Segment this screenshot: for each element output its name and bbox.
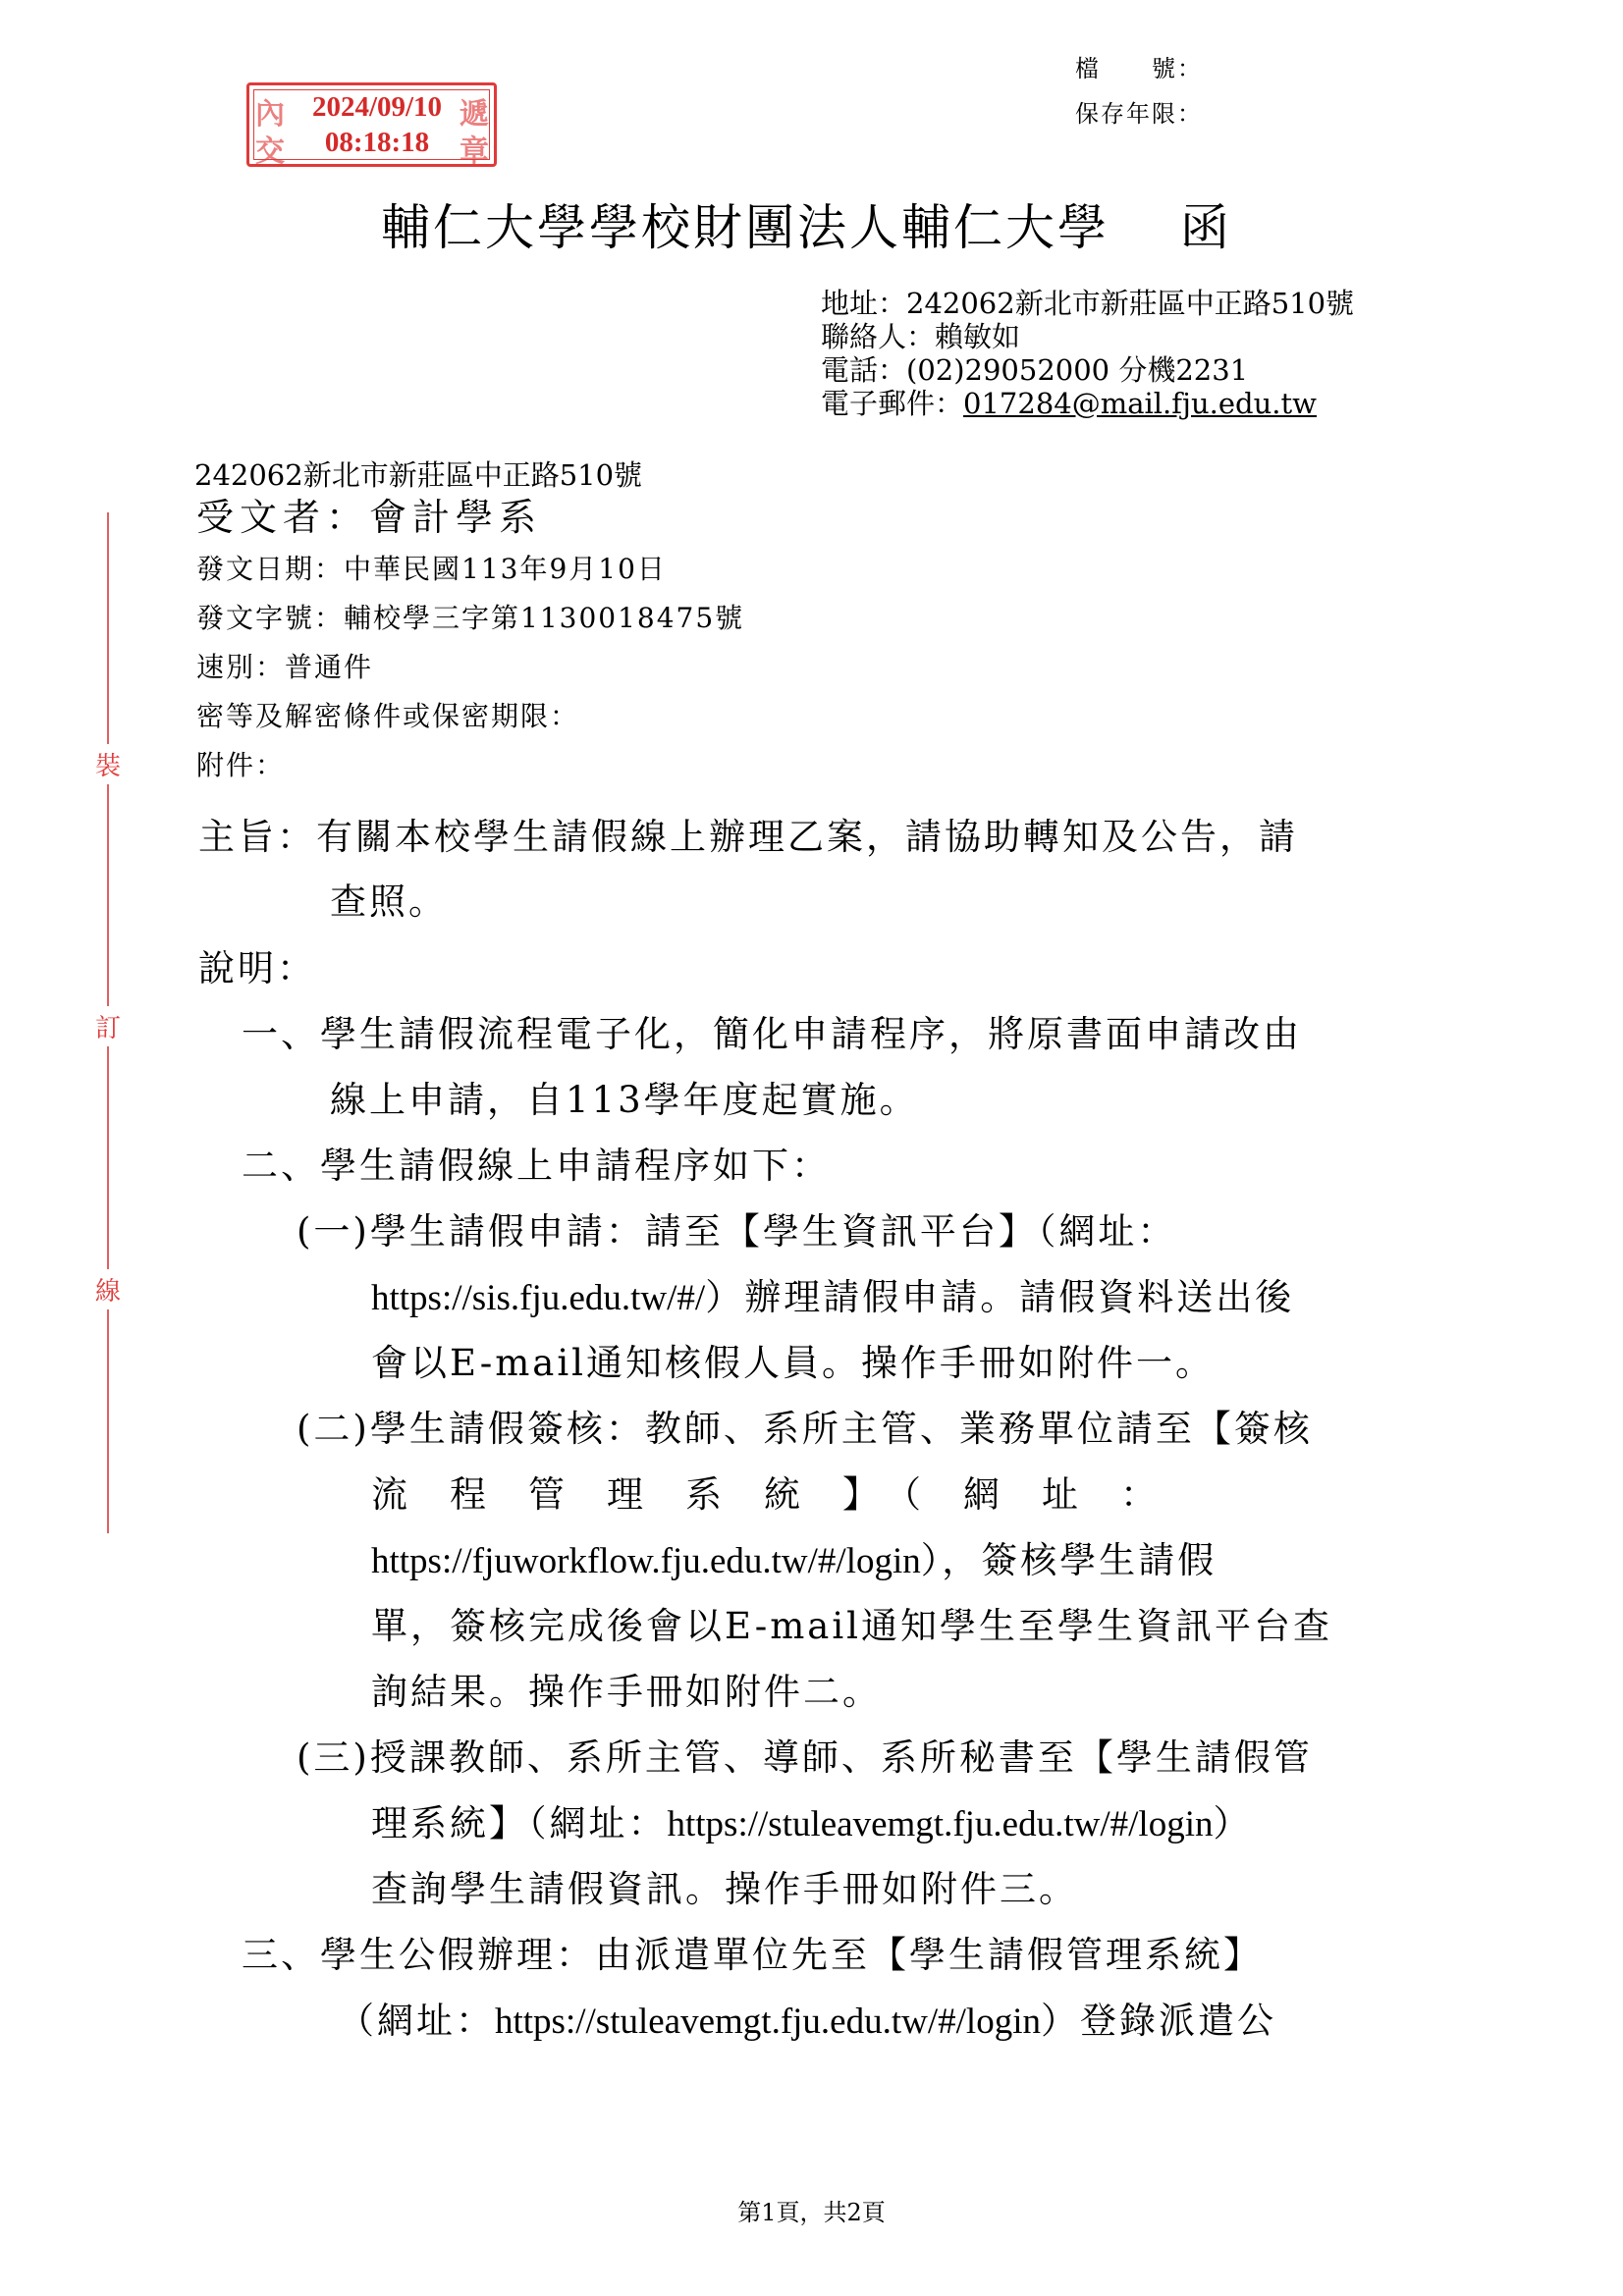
subitem-2-line-4: 單，簽核完成後會以E-mail通知學生至學生資訊平台查 xyxy=(371,1605,1333,1647)
item-3-line-1: 三、學生公假辦理：由派遣單位先至【學生請假管理系統】 xyxy=(242,1934,1263,1976)
issue-number: 發文字號：輔校學三字第1130018475號 xyxy=(196,602,745,634)
receipt-stamp xyxy=(246,82,497,167)
subitem-3-line-2-pre: 理系統】（網址： xyxy=(371,1802,668,1844)
subitem-2-line-5: 詢結果。操作手冊如附件二。 xyxy=(371,1671,882,1713)
subitem-1-line-2-rest: ）辦理請假申請。請假資料送出後 xyxy=(705,1276,1295,1318)
item-1-line-1: 一、學生請假流程電子化，簡化申請程序，將原書面申請改由 xyxy=(242,1013,1302,1055)
item-3-line-2-post: ）登錄派遣公 xyxy=(1040,2000,1276,2042)
subject-line-1: 主旨：有關本校學生請假線上辦理乙案，請協助轉知及公告，請 xyxy=(198,816,1298,858)
sender-email-line xyxy=(821,387,1354,420)
subitem-2-line-3-rest: ），簽核學生請假 xyxy=(920,1539,1217,1581)
binding-char-3: 線 xyxy=(95,1269,121,1309)
delivery-speed: 速別：普通件 xyxy=(196,651,374,683)
stamp-date: 2024/09/10 xyxy=(311,91,443,123)
subitem-1-line-3: 會以E-mail通知核假人員。操作手冊如附件一。 xyxy=(371,1342,1216,1384)
subitem-1-line-1: (一)學生請假申請：請至【學生資訊平台】（網址： xyxy=(297,1210,1177,1253)
recipient-address: 242062新北市新莊區中正路510號 xyxy=(194,458,643,492)
subitem-2-line-1: (二)學生請假簽核：教師、系所主管、業務單位請至【簽核 xyxy=(297,1408,1313,1450)
item-2-line-1: 二、學生請假線上申請程序如下： xyxy=(242,1145,831,1187)
leave-mgmt-url-link[interactable]: https://stuleavemgt.fju.edu.tw/#/login xyxy=(667,1804,1214,1844)
sender-info xyxy=(821,287,1354,420)
leave-mgmt-url-link-2[interactable]: https://stuleavemgt.fju.edu.tw/#/login xyxy=(495,2002,1041,2042)
explanation-heading: 說明： xyxy=(198,947,316,989)
stamp-char-seal: 章 xyxy=(460,134,489,169)
sender-contact: 聯絡人：賴敏如 xyxy=(821,320,1021,353)
stamp-time: 08:18:18 xyxy=(324,127,430,158)
stamp-char-inner: 內 xyxy=(255,97,285,132)
workflow-url-link[interactable]: https://fjuworkflow.fju.edu.tw/#/login xyxy=(371,1541,921,1581)
file-number-label: 檔 號： xyxy=(1075,55,1203,82)
stamp-char-pass: 遞 xyxy=(460,97,489,132)
stamp-char-deliver: 交 xyxy=(255,134,285,169)
subitem-3-line-2-post: ） xyxy=(1213,1802,1253,1844)
subitem-3-line-3: 查詢學生請假資訊。操作手冊如附件三。 xyxy=(371,1868,1078,1910)
subitem-1-line-2 xyxy=(371,1267,1294,1320)
item-3-line-2 xyxy=(338,1991,1276,2044)
subitem-3-line-2 xyxy=(371,1793,1252,1846)
sis-url-link[interactable]: https://sis.fju.edu.tw/#/ xyxy=(371,1278,706,1318)
retention-period-label: 保存年限： xyxy=(1075,100,1203,128)
sender-phone: 電話：(02)29052000 分機2231 xyxy=(821,353,1249,387)
sender-address: 地址：242062新北市新莊區中正路510號 xyxy=(821,287,1355,320)
page-number: 第1頁，共2頁 xyxy=(737,2199,886,2226)
subitem-2-line-2: 流 程 管 理 系 統 】 （ 網 址 ： xyxy=(371,1473,1160,1516)
issue-date: 發文日期：中華民國113年9月10日 xyxy=(196,553,667,585)
subject-line-2: 查照。 xyxy=(330,881,448,923)
subitem-2-line-3 xyxy=(371,1530,1217,1583)
sender-email-label: 電子郵件： xyxy=(821,387,964,420)
document-title: 輔仁大學學校財團法人輔仁大學 函 xyxy=(381,199,1232,256)
subitem-3-line-1: (三)授課教師、系所主管、導師、系所秘書至【學生請假管 xyxy=(297,1736,1313,1779)
attachment-label: 附件： xyxy=(196,749,286,781)
sender-email-link[interactable]: 017284@mail.fju.edu.tw xyxy=(963,387,1317,420)
secrecy-level: 密等及解密條件或保密期限： xyxy=(196,700,580,732)
binding-char-1: 裝 xyxy=(95,744,121,784)
item-1-line-2: 線上申請，自113學年度起實施。 xyxy=(330,1079,919,1121)
binding-char-2: 訂 xyxy=(95,1006,121,1046)
recipient-name: 受文者：會計學系 xyxy=(196,496,543,539)
item-3-line-2-pre: （網址： xyxy=(338,2000,495,2042)
